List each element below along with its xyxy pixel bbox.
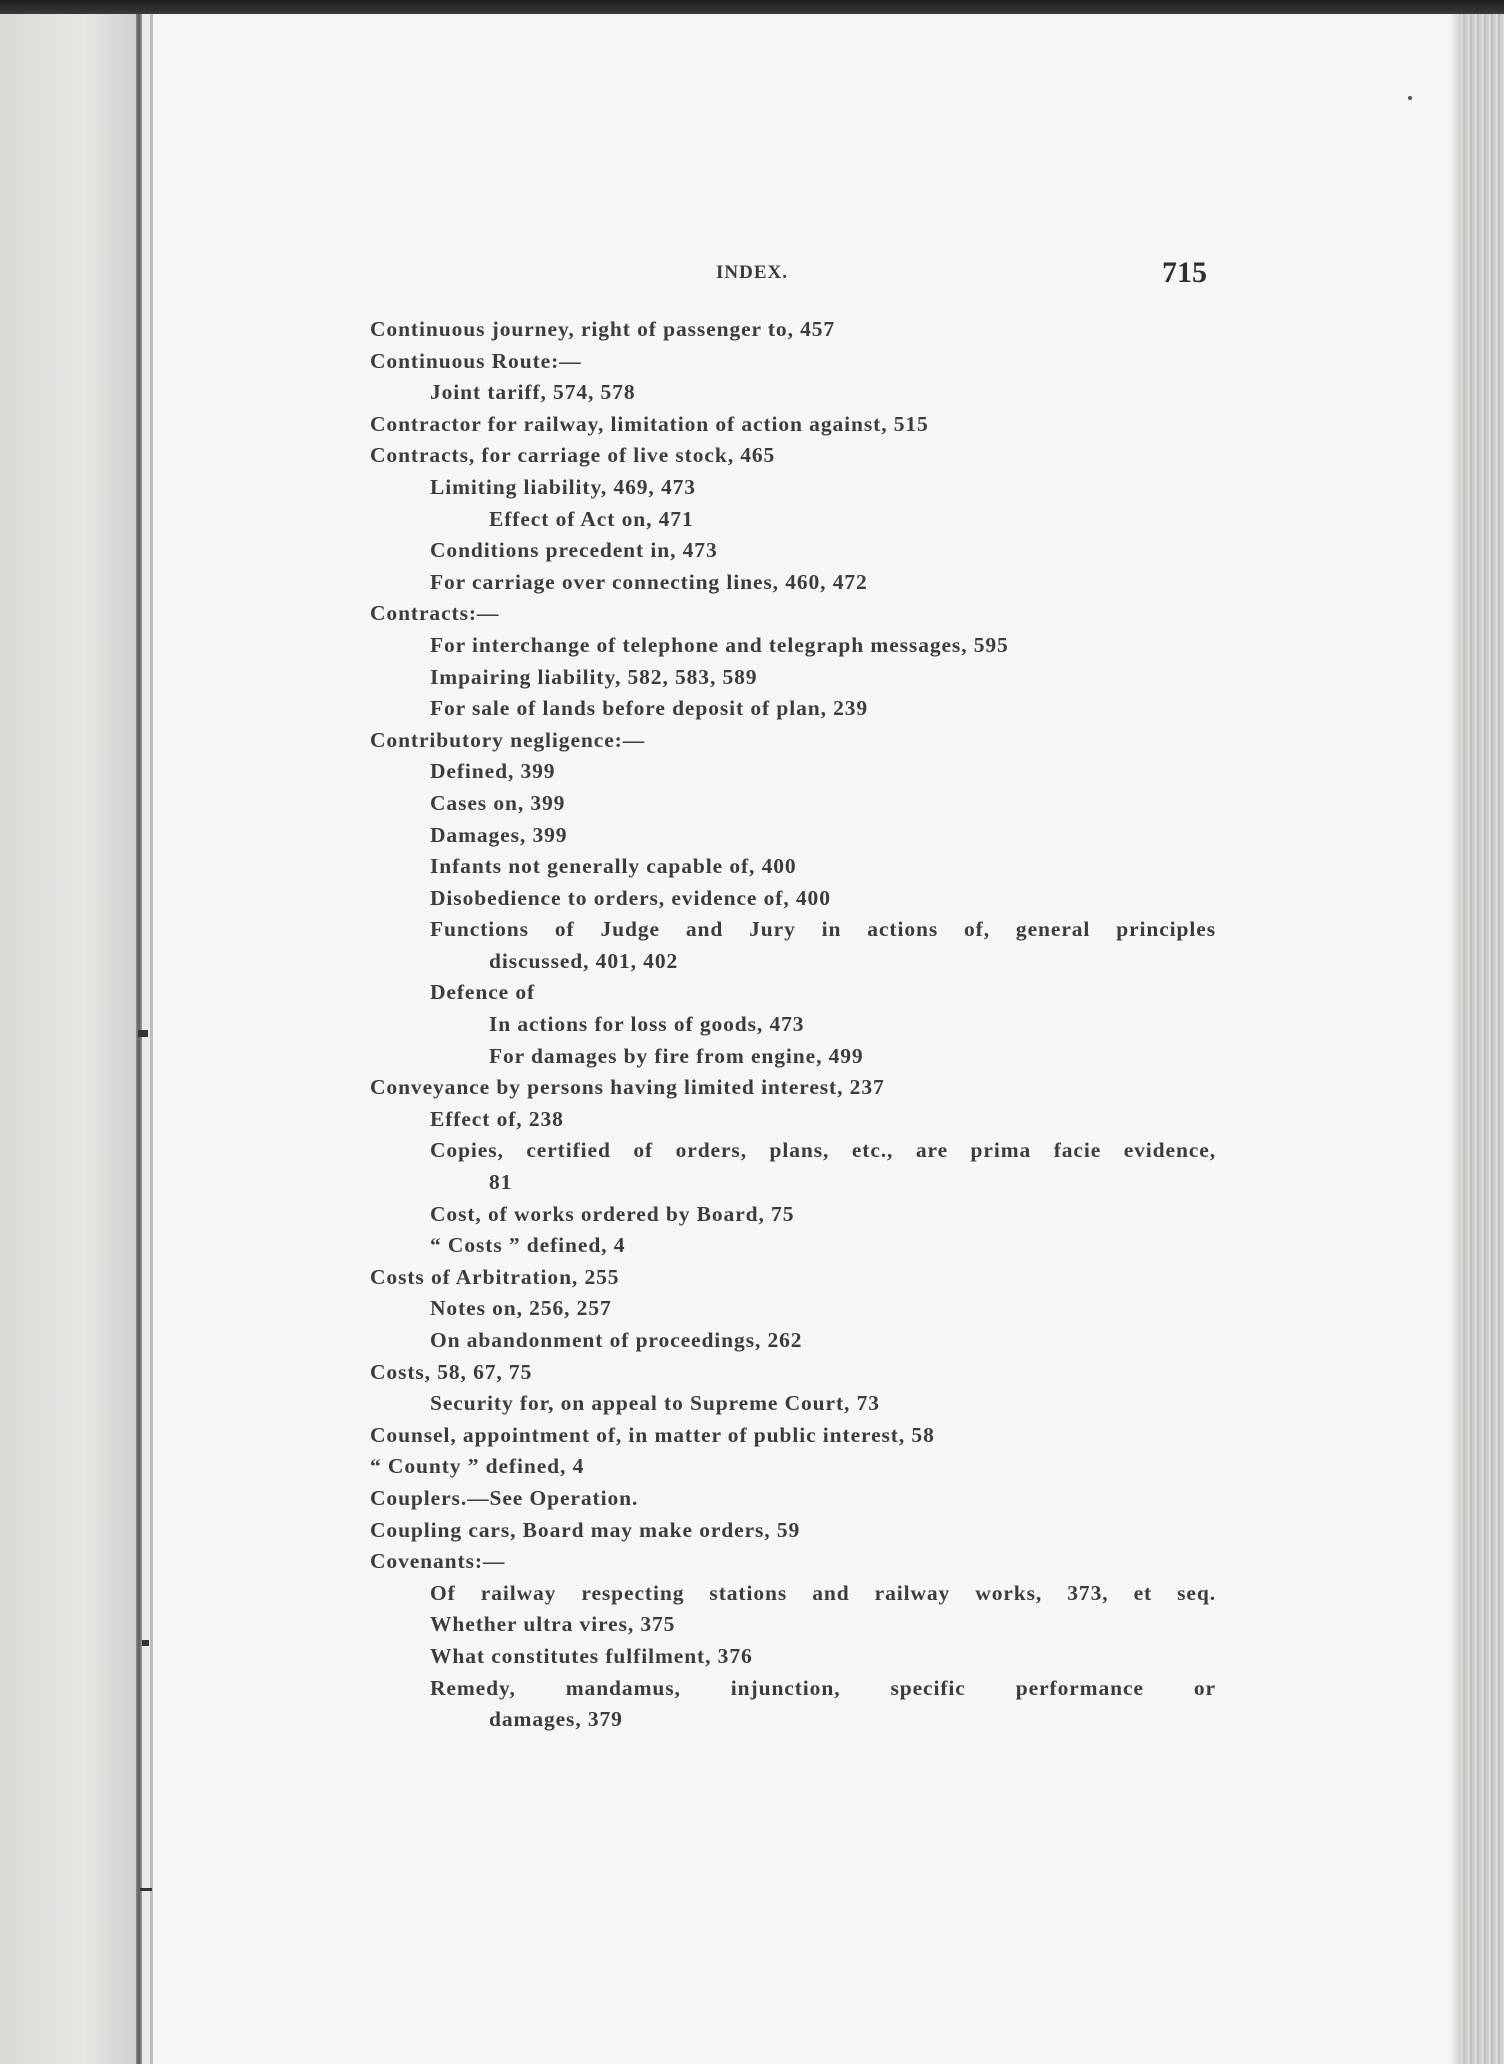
index-entry-level-2: Effect of Act on, 471 — [489, 506, 694, 531]
index-entry-level-1: Joint tariff, 574, 578 — [430, 380, 636, 405]
index-entry-level-1: Notes on, 256, 257 — [430, 1296, 612, 1321]
index-entry-level-0: Counsel, appointment of, in matter of public interest, 58 — [370, 1422, 935, 1447]
scan-speck — [1408, 96, 1412, 100]
index-entry-level-1: Disobedience to orders, evidence of, 400 — [430, 885, 831, 910]
index-entry-level-1: Of railway respecting stations and railway works, 373, et seq. — [430, 1580, 1216, 1605]
index-entry-level-1: Defined, 399 — [430, 759, 556, 784]
index-entry-level-0: Couplers.—See Operation. — [370, 1485, 639, 1510]
index-entry-level-2: discussed, 401, 402 — [489, 948, 679, 973]
index-entry-level-1: What constitutes fulfilment, 376 — [430, 1643, 753, 1668]
index-entry-level-1: For carriage over connecting lines, 460, 472 — [430, 569, 868, 594]
index-entry-level-1: Cases on, 399 — [430, 790, 566, 815]
index-entry-level-1: On abandonment of proceedings, 262 — [430, 1328, 803, 1352]
index-entry-level-1: “ Costs ” defined, 4 — [430, 1233, 626, 1258]
index-entry-level-1: Whether ultra vires, 375 — [430, 1612, 676, 1637]
stacked-page-edges — [1459, 14, 1504, 2064]
index-entry-level-1: Functions of Judge and Jury in actions of, general principles — [430, 917, 1216, 942]
index-entry-level-0: Continuous journey, right of passenger to, 457 — [370, 317, 836, 341]
index-entry-level-0: Contracts:— — [370, 601, 500, 626]
scan-mark — [138, 1030, 148, 1037]
index-entry-level-1: Impairing liability, 582, 583, 589 — [430, 664, 758, 689]
index-entry-level-1: Copies, certified of orders, plans, etc., are prima facie evidence, — [430, 1138, 1216, 1163]
index-entry-level-0: Conveyance by persons having limited interest, 237 — [370, 1075, 885, 1100]
scan-top-edge — [0, 0, 1504, 14]
index-entry-level-2: damages, 379 — [489, 1707, 623, 1732]
index-entry-level-1: Cost, of works ordered by Board, 75 — [430, 1201, 795, 1226]
index-entry-level-1: Infants not generally capable of, 400 — [430, 854, 797, 879]
index-entry-level-2: For damages by fire from engine, 499 — [489, 1043, 864, 1068]
index-entry-level-2: 81 — [489, 1170, 513, 1195]
page-number: 715 — [1162, 256, 1207, 289]
index-entry-level-0: Continuous Route:— — [370, 348, 582, 373]
index-entry-level-1: Security for, on appeal to Supreme Court, 73 — [430, 1391, 880, 1416]
scan-mark — [140, 1888, 152, 1891]
index-entry-level-1: Conditions precedent in, 473 — [430, 538, 718, 563]
index-entry-level-1: Defence of — [430, 980, 536, 1005]
index-entry-level-0: Coupling cars, Board may make orders, 59 — [370, 1517, 801, 1542]
running-header: INDEX. — [716, 262, 788, 283]
index-entry-level-1: For interchange of telephone and telegraph messages, 595 — [430, 632, 1009, 657]
index-entry-level-1: Limiting liability, 469, 473 — [430, 474, 696, 499]
index-entry-level-0: Contractor for railway, limitation of action against, 515 — [370, 411, 929, 436]
index-entry-level-0: Contracts, for carriage of live stock, 465 — [370, 443, 776, 468]
index-entry-level-0: Costs of Arbitration, 255 — [370, 1264, 620, 1289]
left-book-margin — [0, 14, 140, 2064]
index-entry-level-0: Contributory negligence:— — [370, 727, 646, 752]
index-entries — [370, 314, 1216, 1736]
index-entry-level-2: In actions for loss of goods, 473 — [489, 1012, 805, 1037]
index-entry-level-0: Costs, 58, 67, 75 — [370, 1359, 533, 1384]
scan-mark — [142, 1640, 149, 1646]
index-entry-level-1: Effect of, 238 — [430, 1106, 564, 1131]
index-entry-level-0: Covenants:— — [370, 1549, 506, 1574]
index-entry-level-1: Damages, 399 — [430, 822, 568, 847]
index-entry-level-1: Remedy, mandamus, injunction, specific performance or — [430, 1675, 1216, 1700]
index-entry-level-1: For sale of lands before deposit of plan, 239 — [430, 696, 869, 721]
book-gutter — [136, 14, 142, 2064]
index-entry-level-0: “ County ” defined, 4 — [370, 1454, 585, 1479]
